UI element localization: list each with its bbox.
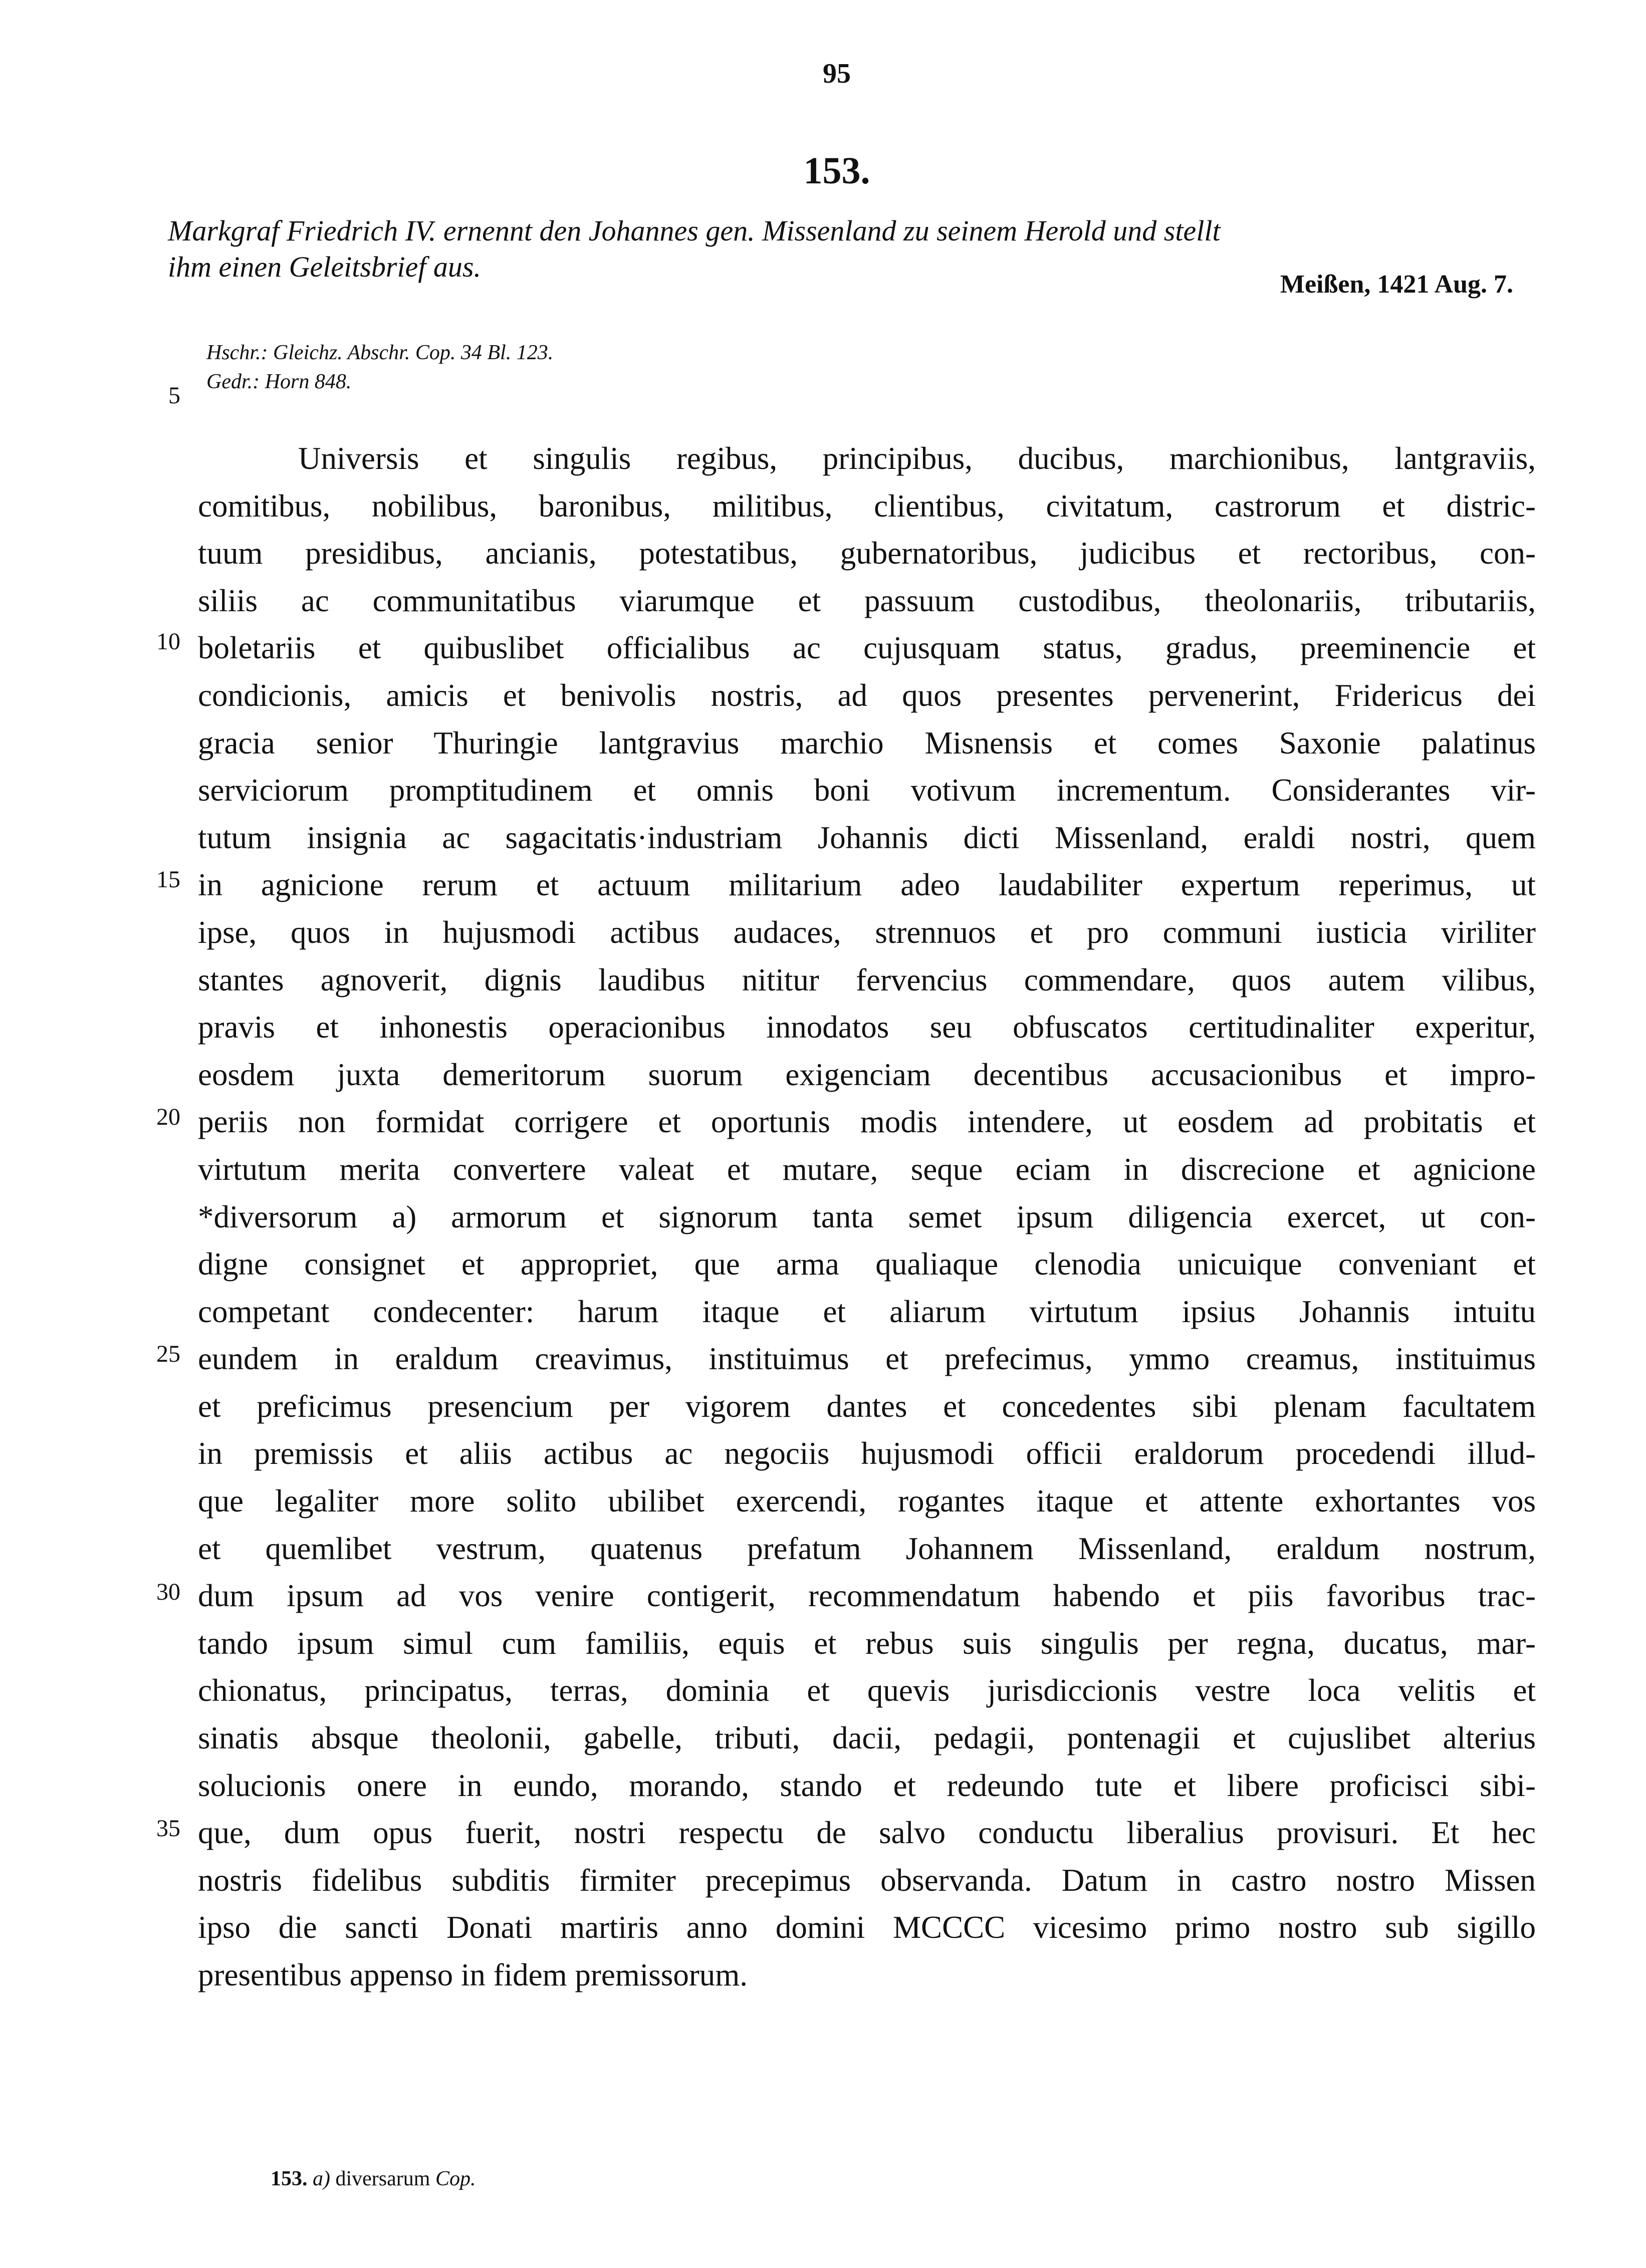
margin-line-number: 35 xyxy=(156,1815,180,1842)
text-line: in agnicione rerum et actuum militarium adeo laudabiliter expertum reperimus, ut xyxy=(198,867,1536,903)
charter-text xyxy=(198,435,1536,1999)
text-line: que, dum opus fuerit, nostri respectu de salvo conductu liberalius provisuri. Et hec xyxy=(198,1815,1536,1851)
margin-line-number: 15 xyxy=(156,866,180,893)
text-line: solucionis onere in eundo, morando, stando et redeundo tute et libere proficisci sibi- xyxy=(198,1768,1536,1803)
text-line: in premissis et aliis actibus ac negociis hujusmodi officii eraldorum procedendi illud- xyxy=(198,1436,1536,1471)
text-line: ipso die sancti Donati martiris anno domini MCCCC vicesimo primo nostro sub sigillo xyxy=(198,1910,1536,1945)
footnote xyxy=(271,2167,476,2191)
margin-line-number: 10 xyxy=(156,628,180,655)
footnote-text: diversarum xyxy=(335,2167,430,2190)
footnote-mark: a) xyxy=(313,2167,330,2190)
text-line: serviciorum promptitudinem et omnis boni votivum incrementum. Considerantes vir- xyxy=(198,773,1536,808)
text-line: digne consignet et appropriet, que arma qualiaque clenodia unicuique conveniant et xyxy=(198,1246,1536,1282)
text-line: et quemlibet vestrum, quatenus prefatum Johannem Missenland, eraldum nostrum, xyxy=(198,1531,1536,1566)
document-number: 153. xyxy=(803,150,870,192)
regest-line-1: Markgraf Friedrich IV. ernennt den Johannes gen. Missenland zu seinem Herold und stellt xyxy=(168,214,1221,247)
text-line: Universis et singulis regibus, principibus, ducibus, marchionibus, lantgraviis, xyxy=(298,441,1536,476)
text-line: virtutum merita convertere valeat et mutare, seque eciam in discrecione et agnicione xyxy=(198,1151,1536,1187)
source-references xyxy=(206,338,553,396)
text-line: dum ipsum ad vos venire contigerit, recommendatum habendo et piis favoribus trac- xyxy=(198,1578,1536,1614)
margin-line-number: 20 xyxy=(156,1104,180,1130)
text-line: condicionis, amicis et benivolis nostris, ad quos presentes pervenerint, Fridericus dei xyxy=(198,677,1536,713)
text-line: tutum insignia ac sagacitatis·industriam Johannis dicti Missenland, eraldi nostri, quem xyxy=(198,820,1536,855)
print-reference: Gedr.: Horn 848. xyxy=(206,370,352,393)
text-line: gracia senior Thuringie lantgravius marchio Misnensis et comes Saxonie palatinus xyxy=(198,725,1536,761)
footnote-source: Cop. xyxy=(435,2167,476,2190)
place-date: Meißen, 1421 Aug. 7. xyxy=(1280,270,1513,299)
text-line: siliis ac communitatibus viarumque et passuum custodibus, theolonariis, tributariis, xyxy=(198,583,1536,618)
text-line: et preficimus presencium per vigorem dantes et concedentes sibi plenam facultatem xyxy=(198,1388,1536,1424)
text-line: tuum presidibus, ancianis, potestatibus, gubernatoribus, judicibus et rectoribus, con- xyxy=(198,536,1536,571)
text-line: pravis et inhonestis operacionibus innodatos seu obfuscatos certitudinaliter experitur, xyxy=(198,1010,1536,1045)
margin-line-number: 5 xyxy=(168,382,180,409)
text-line: periis non formidat corrigere et oportunis modis intendere, ut eosdem ad probitatis et xyxy=(198,1104,1536,1140)
text-line: presentibus appenso in fidem premissorum. xyxy=(198,1957,748,1992)
text-line: boletariis et quibuslibet officialibus ac cujusquam status, gradus, preeminencie et xyxy=(198,630,1536,666)
text-line: chionatus, principatus, terras, dominia et quevis jurisdiccionis vestre loca velitis et xyxy=(198,1673,1536,1708)
text-line: competant condecenter: harum itaque et aliarum virtutum ipsius Johannis intuitu xyxy=(198,1294,1536,1329)
text-line: eosdem juxta demeritorum suorum exigenciam decentibus accusacionibus et impro- xyxy=(198,1057,1536,1092)
manuscript-reference: Hschr.: Gleichz. Abschr. Cop. 34 Bl. 123. xyxy=(206,341,554,364)
text-line: eundem in eraldum creavimus, instituimus et prefecimus, ymmo creamus, instituimus xyxy=(198,1341,1536,1377)
margin-line-number: 30 xyxy=(156,1579,180,1605)
text-line: que legaliter more solito ubilibet exercendi, rogantes itaque et attente exhortantes vos xyxy=(198,1483,1536,1519)
text-line: *diversorum a) armorum et signorum tanta semet ipsum diligencia exercet, ut con- xyxy=(198,1199,1536,1234)
text-line: ipse, quos in hujusmodi actibus audaces, strennuos et pro communi iusticia viriliter xyxy=(198,914,1536,950)
text-line: nostris fidelibus subditis firmiter precepimus observanda. Datum in castro nostro Missen xyxy=(198,1862,1536,1898)
text-line: sinatis absque theolonii, gabelle, tributi, dacii, pedagii, pontenagii et cujuslibet alterius xyxy=(198,1720,1536,1756)
text-line: stantes agnoverit, dignis laudibus nititur fervencius commendare, quos autem vilibus, xyxy=(198,962,1536,997)
footnote-number: 153. xyxy=(271,2167,308,2190)
text-line: tando ipsum simul cum familiis, equis et rebus suis singulis per regna, ducatus, mar- xyxy=(198,1625,1536,1661)
margin-line-number: 25 xyxy=(156,1341,180,1367)
page-number: 95 xyxy=(823,58,851,89)
regest-line-2: ihm einen Geleitsbrief aus. xyxy=(168,250,482,283)
text-line: comitibus, nobilibus, baronibus, militibus, clientibus, civitatum, castrorum et distric- xyxy=(198,488,1536,524)
